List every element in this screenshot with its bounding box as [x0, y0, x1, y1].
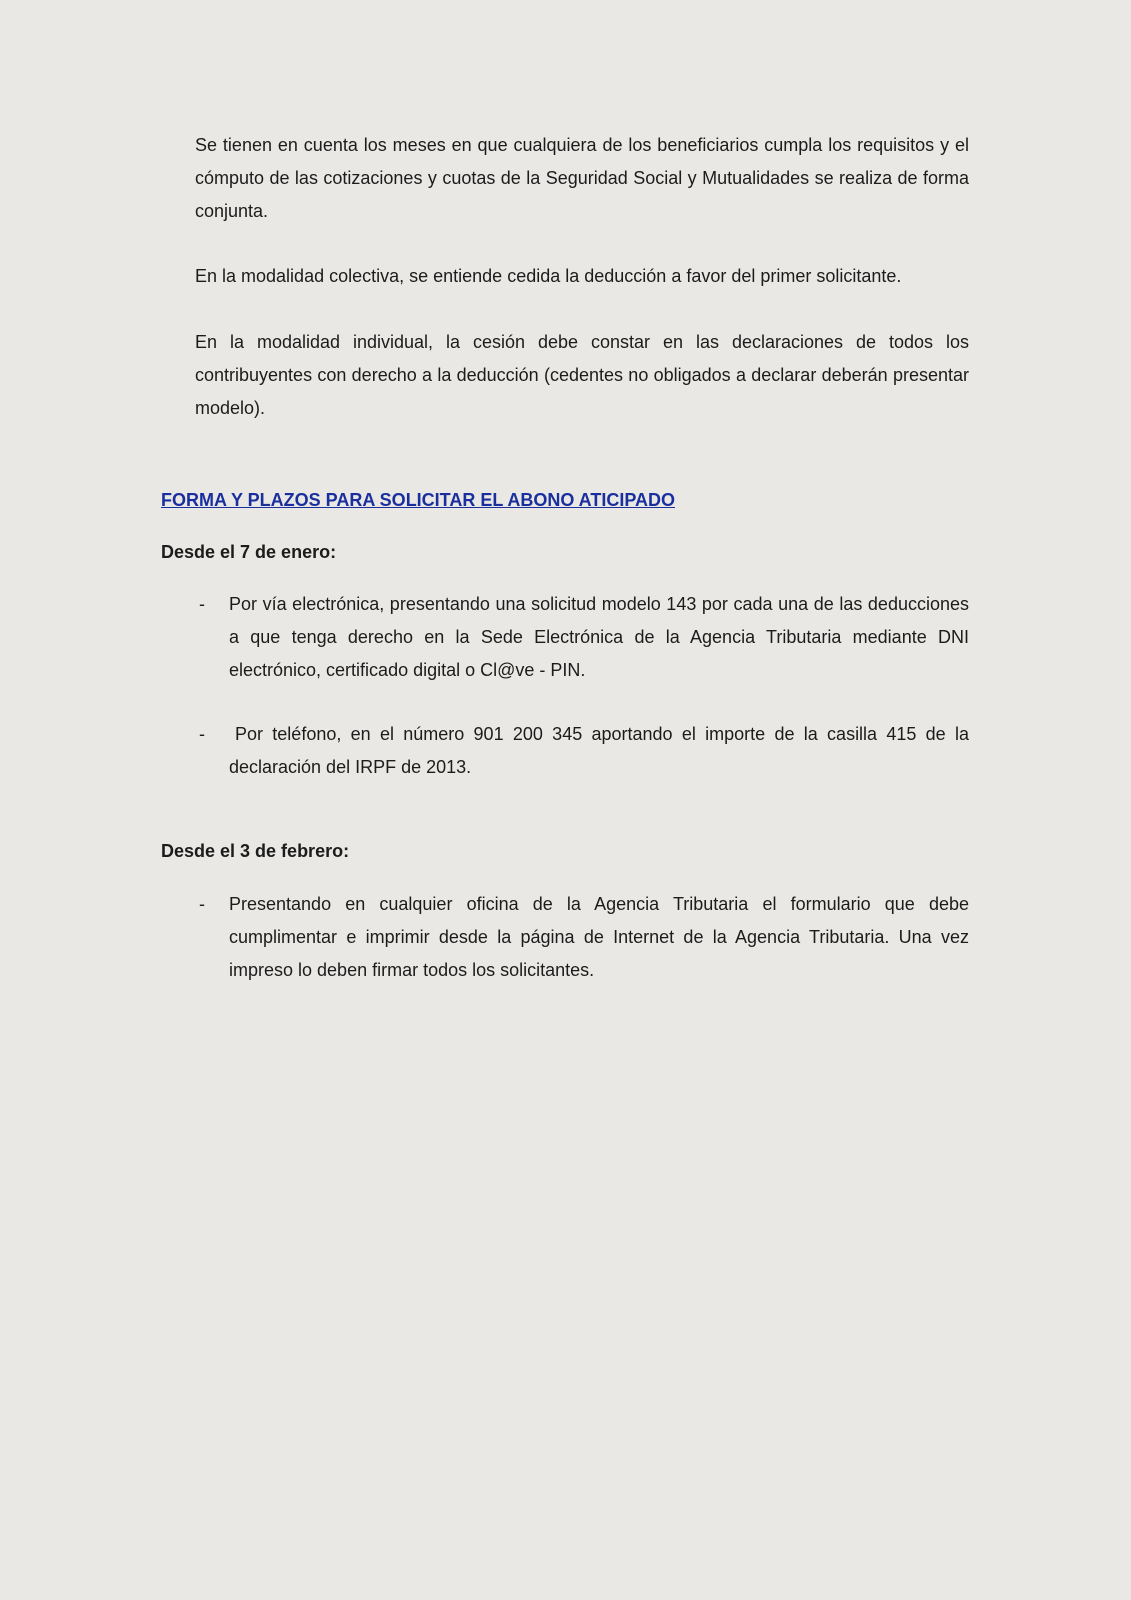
subheading-desde-7-enero: Desde el 7 de enero:	[161, 542, 337, 562]
paragraph-beneficiarios: Se tienen en cuenta los meses en que cualquiera de los beneficiarios cumpla los requisitos y el cómputo de las cotizaciones y cuotas de la Seguridad Social y Mutualidades se realiza de forma conjunta.	[195, 135, 969, 221]
list-item	[199, 588, 969, 688]
list-item	[199, 718, 969, 788]
paragraph-modalidad-individual: En la modalidad individual, la cesión debe constar en las declaraciones de todos los contribuyentes con derecho a la deducción (cedentes no obligados a declarar deberán presentar modelo).	[195, 332, 969, 418]
section-title: FORMA Y PLAZOS PARA SOLICITAR EL ABONO ATICIPADO	[161, 490, 676, 510]
paragraph-modalidad-colectiva: En la modalidad colectiva, se entiende cedida la deducción a favor del primer solicitante.	[195, 266, 902, 286]
subheading-desde-3-febrero: Desde el 3 de febrero:	[161, 841, 350, 861]
bullet-dash: -	[199, 894, 205, 914]
list-item-text: Por teléfono, en el número 901 200 345 aportando el importe de la casilla 415 de la declaración del IRPF de 2013.	[229, 724, 969, 777]
list-item-text: Por vía electrónica, presentando una solicitud modelo 143 por cada una de las deducciones a que tenga derecho en la Sede Electrónica de la Agencia Tributaria mediante DNI electrónico, certificado digital o Cl@ve - PIN.	[229, 594, 969, 680]
list-item	[199, 888, 969, 988]
list-item-text: Presentando en cualquier oficina de la Agencia Tributaria el formulario que debe cumplimentar e imprimir desde la página de Internet de la Agencia Tributaria. Una vez impreso lo deben firmar todos los solicitantes.	[229, 894, 969, 980]
bullet-dash: -	[199, 724, 205, 744]
bullet-dash: -	[199, 594, 205, 614]
